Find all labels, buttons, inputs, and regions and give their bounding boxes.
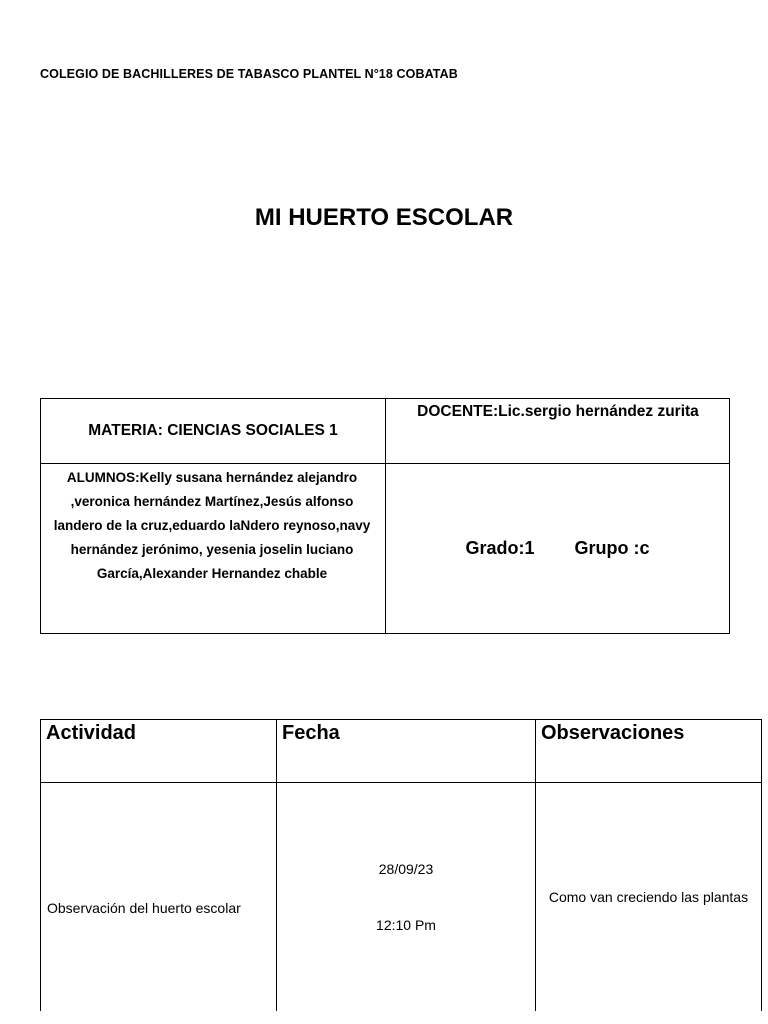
observaciones-cell: Como van creciendo las plantas xyxy=(536,783,762,1012)
info-row-bottom xyxy=(41,464,730,634)
alumnos-cell: ALUMNOS:Kelly susana hernández alejandro ,veronica hernández Martínez,Jesús alfonso landero de la cruz,eduardo laNdero reynoso,navy hernández jerónimo, yesenia joselin luciano García,Alexander Hernandez chable xyxy=(41,464,386,634)
grado-grupo-cell xyxy=(386,464,730,634)
institution-header: COLEGIO DE BACHILLERES DE TABASCO PLANTEL N°18 COBATAB xyxy=(40,67,458,81)
header-actividad: Actividad xyxy=(41,720,277,783)
fecha-cell xyxy=(277,783,536,1012)
activities-header-row xyxy=(41,720,762,783)
table-row xyxy=(41,783,762,1012)
fecha-date: 28/09/23 xyxy=(378,861,434,877)
info-table xyxy=(40,398,730,634)
info-row-top xyxy=(41,399,730,464)
activities-table xyxy=(40,719,762,1011)
docente-cell: DOCENTE:Lic.sergio hernández zurita xyxy=(386,399,730,464)
header-observaciones: Observaciones xyxy=(536,720,762,783)
grupo-label: Grupo :c xyxy=(574,538,650,558)
materia-cell: MATERIA: CIENCIAS SOCIALES 1 xyxy=(41,399,386,464)
fecha-time: 12:10 Pm xyxy=(376,917,436,933)
document-title: MI HUERTO ESCOLAR xyxy=(254,204,514,231)
actividad-cell: Observación del huerto escolar xyxy=(41,783,277,1012)
grado-label: Grado:1 xyxy=(465,538,535,558)
header-fecha: Fecha xyxy=(277,720,536,783)
